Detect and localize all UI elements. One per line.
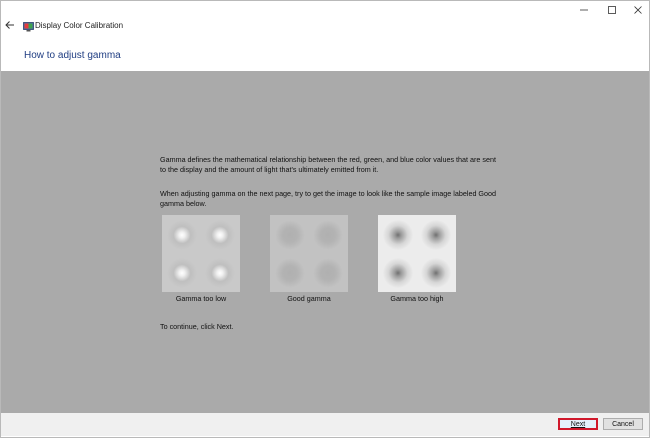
cancel-button[interactable]: Cancel xyxy=(603,418,643,430)
arrow-left-icon xyxy=(5,20,15,30)
gamma-too-low-label: Gamma too low xyxy=(175,294,227,303)
gamma-too-high-label: Gamma too high xyxy=(390,294,444,303)
sample-dot xyxy=(383,258,413,288)
gamma-description: Gamma defines the mathematical relationship between the red, green, and blue color values that are sent to the display and the amount of light that's ultimately emitted from it. xyxy=(160,155,497,174)
sample-dot xyxy=(383,220,413,250)
continue-instruction: To continue, click Next. xyxy=(160,322,234,331)
minimize-button[interactable] xyxy=(569,1,599,19)
next-button[interactable]: Next xyxy=(558,418,598,430)
page-title: How to adjust gamma xyxy=(24,50,121,61)
sample-dot xyxy=(205,258,235,288)
sample-dot xyxy=(205,220,235,250)
good-gamma-label: Good gamma xyxy=(287,294,331,303)
gamma-too-high-sample xyxy=(378,215,456,292)
title-bar xyxy=(1,1,649,33)
close-icon xyxy=(633,5,643,15)
sample-dot xyxy=(313,258,343,288)
sample-dot xyxy=(421,258,451,288)
minimize-icon xyxy=(579,5,589,15)
window-title: Display Color Calibration xyxy=(35,21,124,30)
back-button[interactable] xyxy=(3,17,17,33)
sample-dot xyxy=(421,220,451,250)
gamma-too-low-sample xyxy=(162,215,240,292)
close-button[interactable] xyxy=(623,1,650,19)
sample-dot xyxy=(313,220,343,250)
sample-dot xyxy=(275,258,305,288)
adjustment-instruction: When adjusting gamma on the next page, try to get the image to look like the sample image labeled Good gamma below. xyxy=(160,189,497,208)
sample-dot xyxy=(167,258,197,288)
monitor-icon xyxy=(23,22,34,32)
maximize-icon xyxy=(607,5,617,15)
footer-bar xyxy=(1,413,649,436)
good-gamma-sample xyxy=(270,215,348,292)
sample-dot xyxy=(167,220,197,250)
sample-dot xyxy=(275,220,305,250)
